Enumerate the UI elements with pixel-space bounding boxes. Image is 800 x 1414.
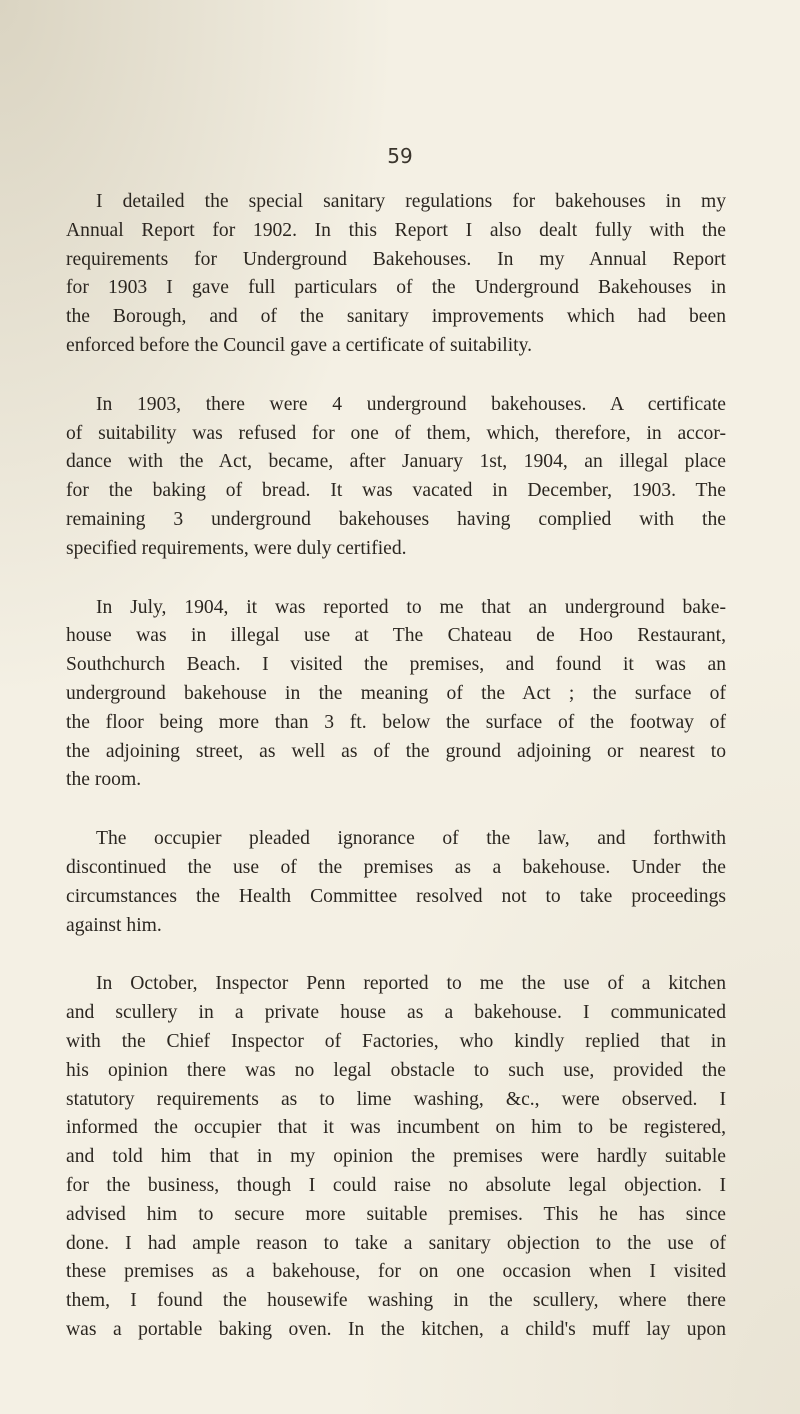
text-line: informed the occupier that it was incumbent on him to be registered, <box>66 1117 726 1139</box>
text-line: discontinued the use of the premises as a bakehouse. Under the <box>66 856 726 878</box>
text-line: Southchurch Beach. I visited the premises, and found it was an <box>66 654 726 676</box>
text-line: the Borough, and of the sanitary improvements which had been <box>66 306 726 328</box>
paragraph-2 <box>66 391 726 564</box>
text-line: with the Chief Inspector of Factories, who kindly replied that in <box>66 1030 726 1052</box>
text-line: and scullery in a private house as a bakehouse. I communicated <box>66 1002 726 1024</box>
text-line: for the baking of bread. It was vacated in December, 1903. The <box>66 480 726 502</box>
text-line: his opinion there was no legal obstacle to such use, provided the <box>66 1059 726 1081</box>
text-line: statutory requirements as to lime washing, &c., were observed. I <box>66 1088 726 1110</box>
text-line: In 1903, there were 4 underground bakehouses. A certificate <box>96 393 726 415</box>
text-line: specified requirements, were duly certified. <box>66 537 407 559</box>
paragraph-5 <box>66 970 726 1344</box>
text-line: them, I found the housewife washing in the scullery, where there <box>66 1290 726 1312</box>
text-line: underground bakehouse in the meaning of the Act ; the surface of <box>66 682 726 704</box>
text-line: done. I had ample reason to take a sanitary objection to the use of <box>66 1232 726 1254</box>
text-line: circumstances the Health Committee resolved not to take proceedings <box>66 885 726 907</box>
text-line: and told him that in my opinion the premises were hardly suitable <box>66 1146 726 1168</box>
text-line: the adjoining street, as well as of the ground adjoining or nearest to <box>66 740 726 762</box>
text-line: for 1903 I gave full particulars of the Underground Bakehouses in <box>66 277 726 299</box>
document-body <box>66 188 726 1375</box>
text-line: was a portable baking oven. In the kitchen, a child's muff lay upon <box>66 1318 726 1340</box>
text-line: In July, 1904, it was reported to me that an underground bake- <box>96 596 726 618</box>
paragraph-1 <box>66 188 726 361</box>
paragraph-4 <box>66 825 726 940</box>
text-line: The occupier pleaded ignorance of the law, and forthwith <box>96 828 726 850</box>
text-line: I detailed the special sanitary regulations for bakehouses in my <box>96 191 726 212</box>
page-number: 59 <box>387 144 413 168</box>
text-line: for the business, though I could raise no absolute legal objection. I <box>66 1174 726 1196</box>
text-line: enforced before the Council gave a certificate of suitability. <box>66 334 533 356</box>
text-line: In October, Inspector Penn reported to me the use of a kitchen <box>96 973 726 995</box>
text-line: house was in illegal use at The Chateau de Hoo Restaurant, <box>66 625 726 647</box>
text-line: dance with the Act, became, after January 1st, 1904, an illegal place <box>66 451 726 473</box>
paragraph-3 <box>66 594 726 796</box>
text-line: these premises as a bakehouse, for on one occasion when I visited <box>66 1261 726 1283</box>
text-line: of suitability was refused for one of them, which, therefore, in accor- <box>66 422 726 444</box>
text-line: the room. <box>66 769 142 791</box>
text-line: Annual Report for 1902. In this Report I also dealt fully with the <box>66 219 726 241</box>
text-line: requirements for Underground Bakehouses. In my Annual Report <box>66 248 726 270</box>
text-line: advised him to secure more suitable premises. This he has since <box>66 1203 726 1225</box>
text-line: remaining 3 underground bakehouses having complied with the <box>66 508 726 530</box>
text-line: against him. <box>66 914 162 936</box>
text-line: the floor being more than 3 ft. below the surface of the footway of <box>66 711 726 733</box>
